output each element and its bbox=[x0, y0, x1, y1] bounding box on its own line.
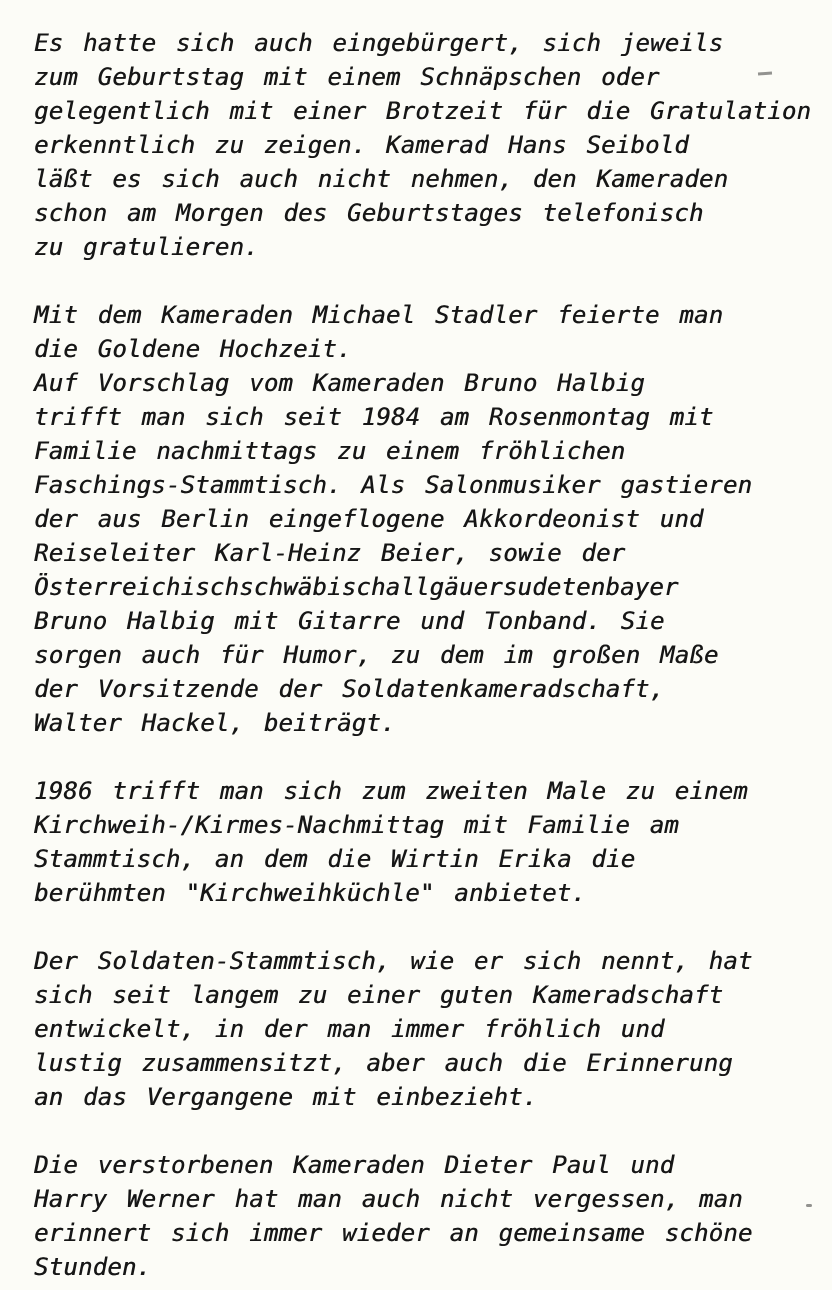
text-line: Bruno Halbig mit Gitarre und Tonband. Sie bbox=[34, 607, 665, 635]
text-line: läßt es sich auch nicht nehmen, den Kameraden bbox=[34, 165, 729, 193]
text-line: erkenntlich zu zeigen. Kamerad Hans Seibold bbox=[34, 131, 689, 159]
paragraph-2 bbox=[34, 298, 818, 740]
text-line: gelegentlich mit einer Brotzeit für die Gratulation bbox=[34, 97, 812, 125]
text-line: Stunden. bbox=[34, 1253, 152, 1281]
text-line: Reiseleiter Karl-Heinz Beier, sowie der bbox=[34, 539, 626, 567]
text-line: Österreichischschwäbischallgäuersudetenbayer bbox=[34, 573, 679, 601]
text-line: Auf Vorschlag vom Kameraden Bruno Halbig bbox=[34, 369, 645, 397]
text-line: erinnert sich immer wieder an gemeinsame schöne bbox=[34, 1219, 753, 1247]
text-line: trifft man sich seit 1984 am Rosenmontag mit bbox=[34, 403, 714, 431]
text-line: der Vorsitzende der Soldatenkameradschaft, bbox=[34, 675, 665, 703]
text-line: Die verstorbenen Kameraden Dieter Paul und bbox=[34, 1151, 675, 1179]
text-line: schon am Morgen des Geburtstages telefonisch bbox=[34, 199, 704, 227]
paragraph-3 bbox=[34, 774, 818, 910]
text-line: Kirchweih-/Kirmes-Nachmittag mit Familie am bbox=[34, 811, 679, 839]
text-line: Familie nachmittags zu einem fröhlichen bbox=[34, 437, 626, 465]
paragraph-1 bbox=[34, 26, 818, 264]
text-line: berühmten "Kirchweihküchle" anbietet. bbox=[34, 879, 587, 907]
text-line: Faschings-Stammtisch. Als Salonmusiker gastieren bbox=[34, 471, 753, 499]
text-line: zu gratulieren. bbox=[34, 233, 259, 261]
paragraph-5 bbox=[34, 1148, 818, 1284]
text-line: die Goldene Hochzeit. bbox=[34, 335, 352, 363]
text-line: sorgen auch für Humor, zu dem im großen Maße bbox=[34, 641, 719, 669]
text-line: zum Geburtstag mit einem Schnäpschen oder bbox=[34, 63, 660, 91]
paragraph-4 bbox=[34, 944, 818, 1114]
text-line: lustig zusammensitzt, aber auch die Erinnerung bbox=[34, 1049, 733, 1077]
text-line: Es hatte sich auch eingebürgert, sich jeweils bbox=[34, 29, 724, 57]
text-line: an das Vergangene mit einbezieht. bbox=[34, 1083, 538, 1111]
text-line: sich seit langem zu einer guten Kameradschaft bbox=[34, 981, 724, 1009]
text-line: entwickelt, in der man immer fröhlich und bbox=[34, 1015, 665, 1043]
text-line: Stammtisch, an dem die Wirtin Erika die bbox=[34, 845, 636, 873]
text-line: Der Soldaten-Stammtisch, wie er sich nennt, hat bbox=[34, 947, 753, 975]
text-line: Harry Werner hat man auch nicht vergessen, man bbox=[34, 1185, 743, 1213]
scan-artifact bbox=[806, 1204, 812, 1207]
text-line: Mit dem Kameraden Michael Stadler feierte man bbox=[34, 301, 724, 329]
text-line: Walter Hackel, beiträgt. bbox=[34, 709, 396, 737]
text-line: 1986 trifft man sich zum zweiten Male zu einem bbox=[34, 777, 748, 805]
text-line: der aus Berlin eingeflogene Akkordeonist und bbox=[34, 505, 704, 533]
